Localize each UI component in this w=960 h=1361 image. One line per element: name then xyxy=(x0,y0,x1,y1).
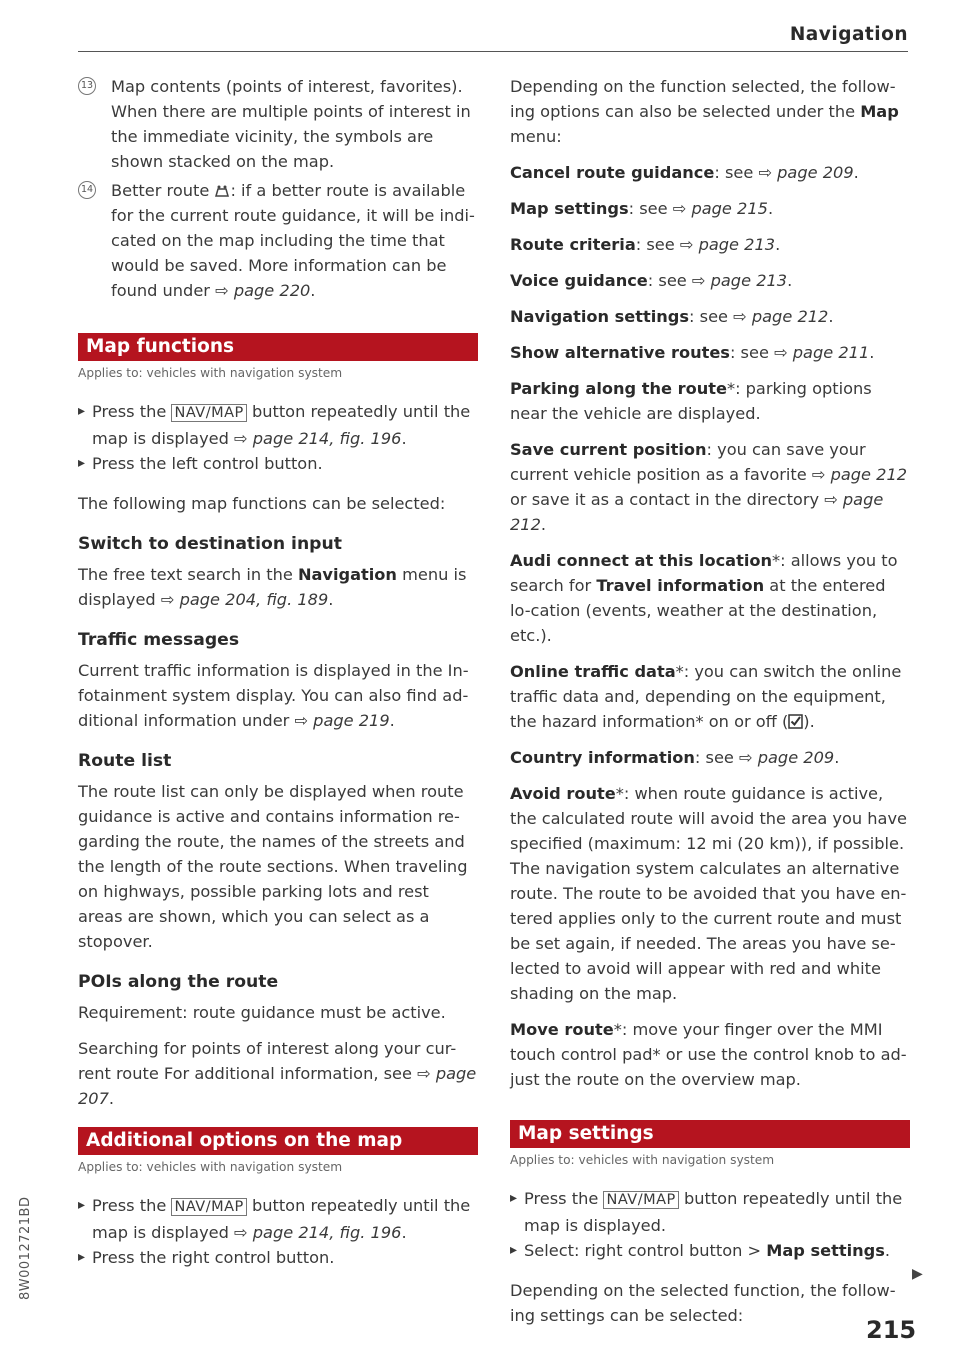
subheading: Traffic messages xyxy=(78,630,240,650)
page-reference[interactable]: ⇨ page 212 xyxy=(811,465,908,484)
page-number: 215 xyxy=(866,1316,917,1344)
car-route-icon xyxy=(214,184,230,197)
callout-number: 13 xyxy=(78,77,96,95)
page-reference[interactable]: ⇨ page 209 xyxy=(758,163,854,182)
page-reference[interactable]: ⇨ page 215 xyxy=(672,199,768,218)
page-reference[interactable]: ⇨ page 207 xyxy=(78,1064,477,1108)
subheading: POIs along the route xyxy=(78,972,279,992)
option-move-route: Move route*: move your finger over the MMI touch control pad* or use the control knob to ad-just the route on the overview map. xyxy=(510,1020,907,1089)
instruction-step: ▸ Press the NAV/MAP button repeatedly until the map is displayed. xyxy=(510,1186,910,1238)
page-reference[interactable]: ⇨ page 214, fig. 196 xyxy=(234,429,402,448)
page-reference[interactable]: ⇨ page 214, fig. 196 xyxy=(234,1223,402,1242)
left-column xyxy=(78,74,478,1270)
document-code: 8W0012721BD xyxy=(18,1196,33,1300)
page-reference[interactable]: ⇨ page 213 xyxy=(679,235,776,254)
instruction-step: ▸ Press the NAV/MAP button repeatedly until the map is displayed ⇨ page 214, fig. 196. xyxy=(78,399,478,451)
option-alternative-routes: Show alternative routes: see ⇨ page 211. xyxy=(510,343,875,362)
page-reference[interactable]: ⇨ page 219 xyxy=(294,711,390,730)
page-reference[interactable]: ⇨ page 220 xyxy=(215,281,311,300)
nav-map-key: NAV/MAP xyxy=(603,1191,678,1209)
page-header: Navigation xyxy=(789,24,908,45)
section-heading-map-settings: Map settings xyxy=(510,1120,910,1148)
instruction-step: ▸ Press the left control button. xyxy=(78,451,478,476)
applies-note: Applies to: vehicles with navigation system xyxy=(78,366,343,380)
paragraph: Depending on the function selected, the follow-ing options can also be selected under the Map menu: xyxy=(510,77,899,146)
applies-note: Applies to: vehicles with navigation system xyxy=(510,1153,775,1167)
paragraph: Requirement: route guidance must be active. xyxy=(78,1003,446,1022)
option-route-criteria: Route criteria: see ⇨ page 213. xyxy=(510,235,781,254)
option-online-traffic: Online traffic data*: you can switch the online traffic data and, depending on the equipment, the hazard information* on or off ( ). xyxy=(510,662,902,731)
option-avoid-route: Avoid route*: when route guidance is active, the calculated route will avoid the area you have specified (maximum: 12 mi (20 km)), if possible. The navigation system calculates an alternative route. The route to be avoided that you have en-tered applies only to the current route and must be set again, if needed. The areas you have se-lected to avoid will appear with red and white shading on the map. xyxy=(510,784,908,1003)
legend-item-14: 14 Better route : if a better route is available for the current route guidance, it will be indi-cated on the map including the time that would be saved. More information can be found under ⇨ page 220. xyxy=(78,178,478,303)
option-map-settings: Map settings: see ⇨ page 215. xyxy=(510,199,774,218)
paragraph: Current traffic information is displayed in the In-fotainment system display. You can also find ad-ditional information under ⇨ page 219. xyxy=(78,661,469,730)
legend-item-13: 13 Map contents (points of interest, favorites). When there are multiple points of interest in the immediate vicinity, the symbols are shown stacked on the map. xyxy=(78,74,478,174)
nav-map-key: NAV/MAP xyxy=(171,404,246,422)
checkbox-checked-icon xyxy=(788,714,803,729)
paragraph: The route list can only be displayed when route guidance is active and contains information re-garding the route, the names of the streets and the length of the route sections. When traveling on highways, possible parking lots and rest areas are shown, which you can select as a stopover. xyxy=(78,782,468,951)
applies-note: Applies to: vehicles with navigation system xyxy=(78,1160,343,1174)
instruction-step: ▸ Select: right control button > Map settings. xyxy=(510,1238,910,1263)
subheading: Route list xyxy=(78,751,172,771)
nav-map-key: NAV/MAP xyxy=(171,1198,246,1216)
header-rule xyxy=(78,51,908,52)
page-reference[interactable]: ⇨ page 209 xyxy=(739,748,835,767)
option-cancel-route: Cancel route guidance: see ⇨ page 209. xyxy=(510,163,859,182)
page-reference[interactable]: ⇨ page 213 xyxy=(691,271,788,290)
callout-number: 14 xyxy=(78,181,96,199)
page-reference[interactable]: ⇨ page 211 xyxy=(774,343,870,362)
page-reference[interactable]: ⇨ page 204, fig. 189 xyxy=(160,590,329,609)
triangle-right-icon: ▶ xyxy=(912,1266,923,1282)
option-save-position: Save current position: you can save your current vehicle position as a favorite ⇨ page 212 or save it as a contact in the directory ⇨ page 212. xyxy=(510,440,908,534)
paragraph: The following map functions can be selected: xyxy=(78,494,446,513)
paragraph: The free text search in the Navigation menu is displayed ⇨ page 204, fig. 189. xyxy=(78,565,467,609)
option-voice-guidance: Voice guidance: see ⇨ page 213. xyxy=(510,271,793,290)
paragraph: Depending on the selected function, the follow-ing settings can be selected: xyxy=(510,1281,896,1325)
subheading: Switch to destination input xyxy=(78,534,342,554)
page-reference[interactable]: ⇨ page 212 xyxy=(510,490,884,534)
instruction-step: ▸ Press the NAV/MAP button repeatedly until the map is displayed ⇨ page 214, fig. 196. xyxy=(78,1193,478,1245)
option-country-info: Country information: see ⇨ page 209. xyxy=(510,748,840,767)
option-navigation-settings: Navigation settings: see ⇨ page 212. xyxy=(510,307,834,326)
option-audi-connect: Audi connect at this location*: allows you to search for Travel information at the entered lo-cation (events, weather at the destination, etc.). xyxy=(510,551,898,645)
section-heading-map-functions: Map functions xyxy=(78,333,478,361)
instruction-step: ▸ Press the right control button. xyxy=(78,1245,478,1270)
paragraph: Searching for points of interest along your cur-rent route For additional information, see ⇨ page 207. xyxy=(78,1039,477,1108)
section-heading-additional-options: Additional options on the map xyxy=(78,1127,478,1155)
right-column xyxy=(510,74,910,1339)
page-reference[interactable]: ⇨ page 212 xyxy=(733,307,829,326)
option-parking: Parking along the route*: parking options near the vehicle are displayed. xyxy=(510,379,872,423)
